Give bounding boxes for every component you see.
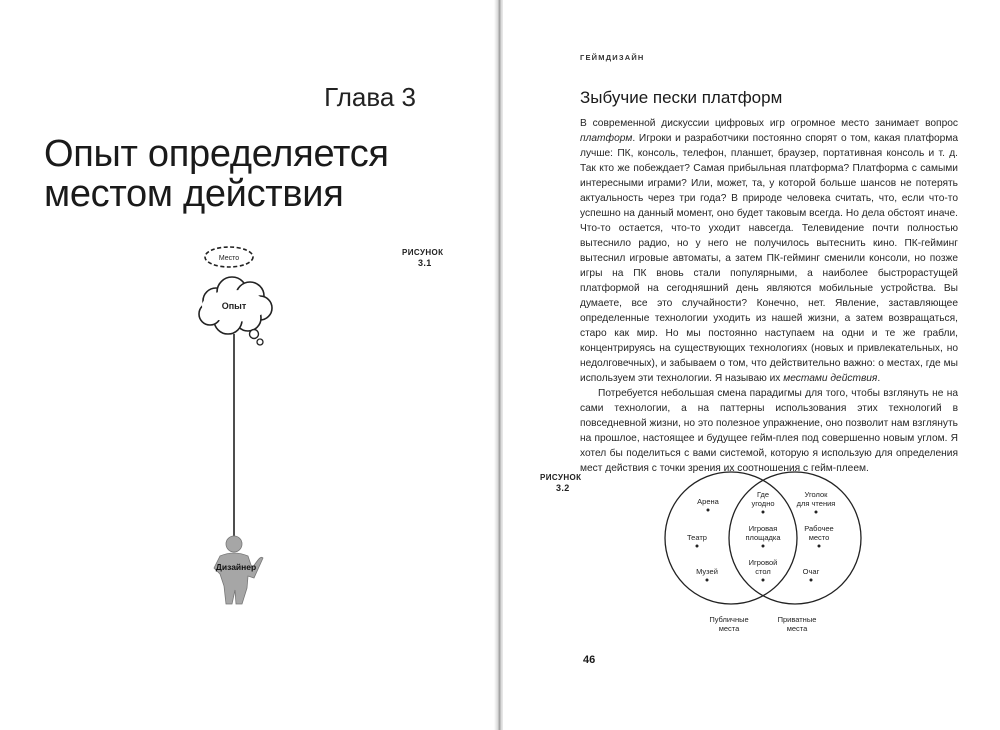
venn-private-item: место: [808, 533, 830, 542]
place-label: Место: [218, 255, 240, 262]
venn-private-item: Рабочее: [804, 524, 834, 533]
public-places-caption: места: [718, 624, 740, 633]
public-places-caption: Публичные: [709, 615, 749, 624]
designer-label: Дизайнер: [215, 562, 257, 572]
places-venn-diagram: [653, 470, 873, 643]
venn-center-item: Игровой: [748, 558, 778, 567]
private-places-caption: места: [786, 624, 808, 633]
paragraph-2: Потребуется небольшая смена парадигмы для того, чтобы взглянуть не на сами технологии, а на паттерны использования этих технологий в повседневной жизни, но это полезное упражнение, оно позволит нам взглянуть на прошлое, настоящее и будущее гейм-плея под совершенно новым углом. Я хотел бы поделиться с вами системой, которую я использую для определения мест действия с точки зрения их соотношения с гейм-плеем.: [580, 388, 958, 474]
figure-label-3-1: [402, 248, 443, 268]
designer-experience-diagram: [190, 238, 300, 608]
venn-center-item: Где: [756, 490, 770, 499]
chapter-label: Глава 3: [324, 82, 416, 112]
venn-center-item: площадка: [745, 533, 781, 542]
emphasis-platforms: платформ: [580, 133, 633, 144]
venn-public-item: Музей: [696, 567, 718, 576]
private-places-caption: Приватные: [777, 615, 817, 624]
chapter-title: Опыт определяется местом действия: [44, 133, 389, 215]
venn-private-item: Очаг: [802, 567, 820, 576]
venn-private-item: Уголок: [804, 490, 828, 499]
body-text: [580, 116, 958, 476]
figure-label-3-2: [540, 473, 581, 493]
figure-number: 3.1: [418, 258, 432, 268]
section-title: Зыбучие пески платформ: [580, 88, 783, 107]
experience-label: Опыт: [221, 301, 247, 311]
paragraph-1: В современной дискуссии цифровых игр огромное место занимает вопрос платформ. Игроки и разработчики постоянно спорят о том, какая платформа лучше: ПК, консоль, телефон, планшет, браузер, портативная консоль и т. д. Так кто же побеждает? Самая прибыльная платформа? Платформа с самыми интересными играми? Или, может, та, у которой больше шансов не потерять актуальность через три года? В природе человека считать, что, если что-то успешно на данный момент, оно будет таковым всегда. Но дела обстоят иначе. Что-то остается, что-то уходит навсегда. Телевидение почти полностью вытеснило радио, но у него не получилось вытеснить кино. ПК-гейминг вытеснил игровые автоматы, а затем ПК-гейминг сменили консоли, но позже игры на ПК вновь стали популярными, а наиболее быстрорастущей платформой на сегодняшний день являются мобильные устройства. Вы думаете, все это случайности? Конечно, нет. Явление, заставляющее определенные технологии уходить из нашей жизни, а затем возвращаться, старо как мир. Но мы постоянно наступаем на одни и те же грабли, концентрируясь на существующих технологиях (новых и привлекательных, но недолговечных), и забываем о том, что действительно важно: о местах, где мы используем эти технологии. Я называю их местами действия.: [580, 118, 958, 384]
venn-center-item: угодно: [751, 499, 775, 508]
venn-public-item: Арена: [697, 497, 719, 506]
venn-center-item: стол: [755, 567, 771, 576]
left-page: [0, 0, 496, 730]
venn-center-item: Игровая: [748, 524, 778, 533]
venn-public-item: Театр: [687, 533, 707, 542]
running-head: ГЕЙМДИЗАЙН: [580, 53, 645, 62]
figure-label-text: РИСУНОК: [540, 473, 582, 482]
venn-private-item: для чтения: [796, 499, 836, 508]
right-page: [503, 0, 1000, 730]
figure-label-text: РИСУНОК: [402, 248, 444, 257]
thought-bubble-tiny: [257, 339, 263, 345]
page-number: 46: [583, 654, 596, 666]
thought-bubble-small: [250, 330, 259, 339]
figure-number: 3.2: [556, 483, 570, 493]
emphasis-places-of-play: местами действия: [783, 373, 878, 384]
